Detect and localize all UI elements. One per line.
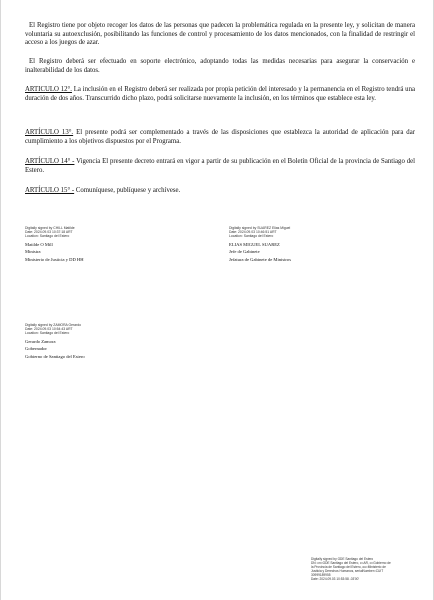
signer-title: Ministra [25, 249, 41, 255]
signer-name: Matilde O Mill [25, 242, 53, 247]
gde-digital-signature-stamp: Digitally signed by GDE Santiago del Estero DN: cn=GDE Santiago del Estero, c=AR, o=Gobierno de la Provincia de Santiago del Estero, ou=Ministerio de Justicia y Derechos Humanos, serialNumber=CUIT 30999189955 Date: 2024.09.03 10:53:58 -03'00' [311, 557, 391, 581]
signer-name: ELIAS MIGUEL SUAREZ [229, 242, 280, 247]
signer-title: Gobernador [25, 346, 47, 352]
article-12-text: La inclusión en el Registro deberá ser realizada por propia petición del interesado y la permanencia en el Registro tendrá una duración de dos años. Transcurrido dicho plazo, podrá solicitarse nuevamente la inclusión, en los términos que establece esta ley. [25, 86, 415, 102]
digital-signature-stamp-zamora: Digitally signed by ZAMORA Gerardo Date: 2024.09.03 10:54:43 ART Location: Santiago del Estero [25, 323, 81, 336]
signer-office: Ministerio de Justicia y DD HH [25, 256, 84, 262]
signature-block-mill [25, 241, 84, 263]
article-15 [25, 187, 415, 196]
article-12 [25, 86, 415, 103]
article-13-heading: ARTÍCULO 13°. [25, 129, 74, 136]
article-14 [25, 158, 415, 175]
article-13-text: El presente podrá ser complementado a través de las disposiciones que establezca la autoridad de aplicación para dar cumplimiento a los objetivos dispuestos por el Programa. [25, 129, 415, 145]
signer-title: Jefe de Gabinete [229, 249, 260, 255]
article-13 [25, 129, 415, 146]
article-14-text: Vigencia El presente decreto entrará en vigor a partir de su publicación en el Boletín Oficial de la provincia de Santiago del Estero. [25, 158, 415, 174]
signer-name: Gerardo Zamora [25, 339, 56, 344]
signer-office: Gobierno de Santiago del Estero [25, 353, 85, 359]
article-15-text: Comuníquese, publíquese y archívese. [74, 187, 181, 194]
digital-signature-stamp-suarez: Digitally signed by SUAREZ Elias Miguel Date: 2024.09.03 10:46:51 ART Location: Santiago del Estero [229, 226, 291, 239]
paragraph-registro-soporte: El Registro deberá ser efectuado en soporte electrónico, adoptando todas las medidas necesarias para asegurar la conservación e inalterabilidad de los datos. [25, 58, 415, 74]
article-14-heading: ARTÍCULO 14° - [25, 158, 75, 165]
digital-signature-stamp-mill: Digitally signed by CHILL Matilde Date: 2024.09.03 10:37:18 ART Location: Santiago del Estero [25, 226, 75, 239]
signature-block-zamora [25, 338, 85, 360]
article-12-heading: ARTICULO 12°. [25, 86, 72, 93]
paragraph-registro-objeto: El Registro tiene por objeto recoger los datos de las personas que padecen la problemática regulada en la presente ley, y solicitan de manera voluntaria su autoexclusión, posibilitando las funciones de control y procesamiento de los datos mencionados, con la finalidad de restringir el acceso a los juegos de azar. [25, 22, 415, 47]
signer-office: Jefatura de Gabinete de Ministros [229, 256, 291, 262]
article-15-heading: ARTÍCULO 15° - [25, 187, 75, 194]
signature-block-suarez [229, 241, 291, 263]
